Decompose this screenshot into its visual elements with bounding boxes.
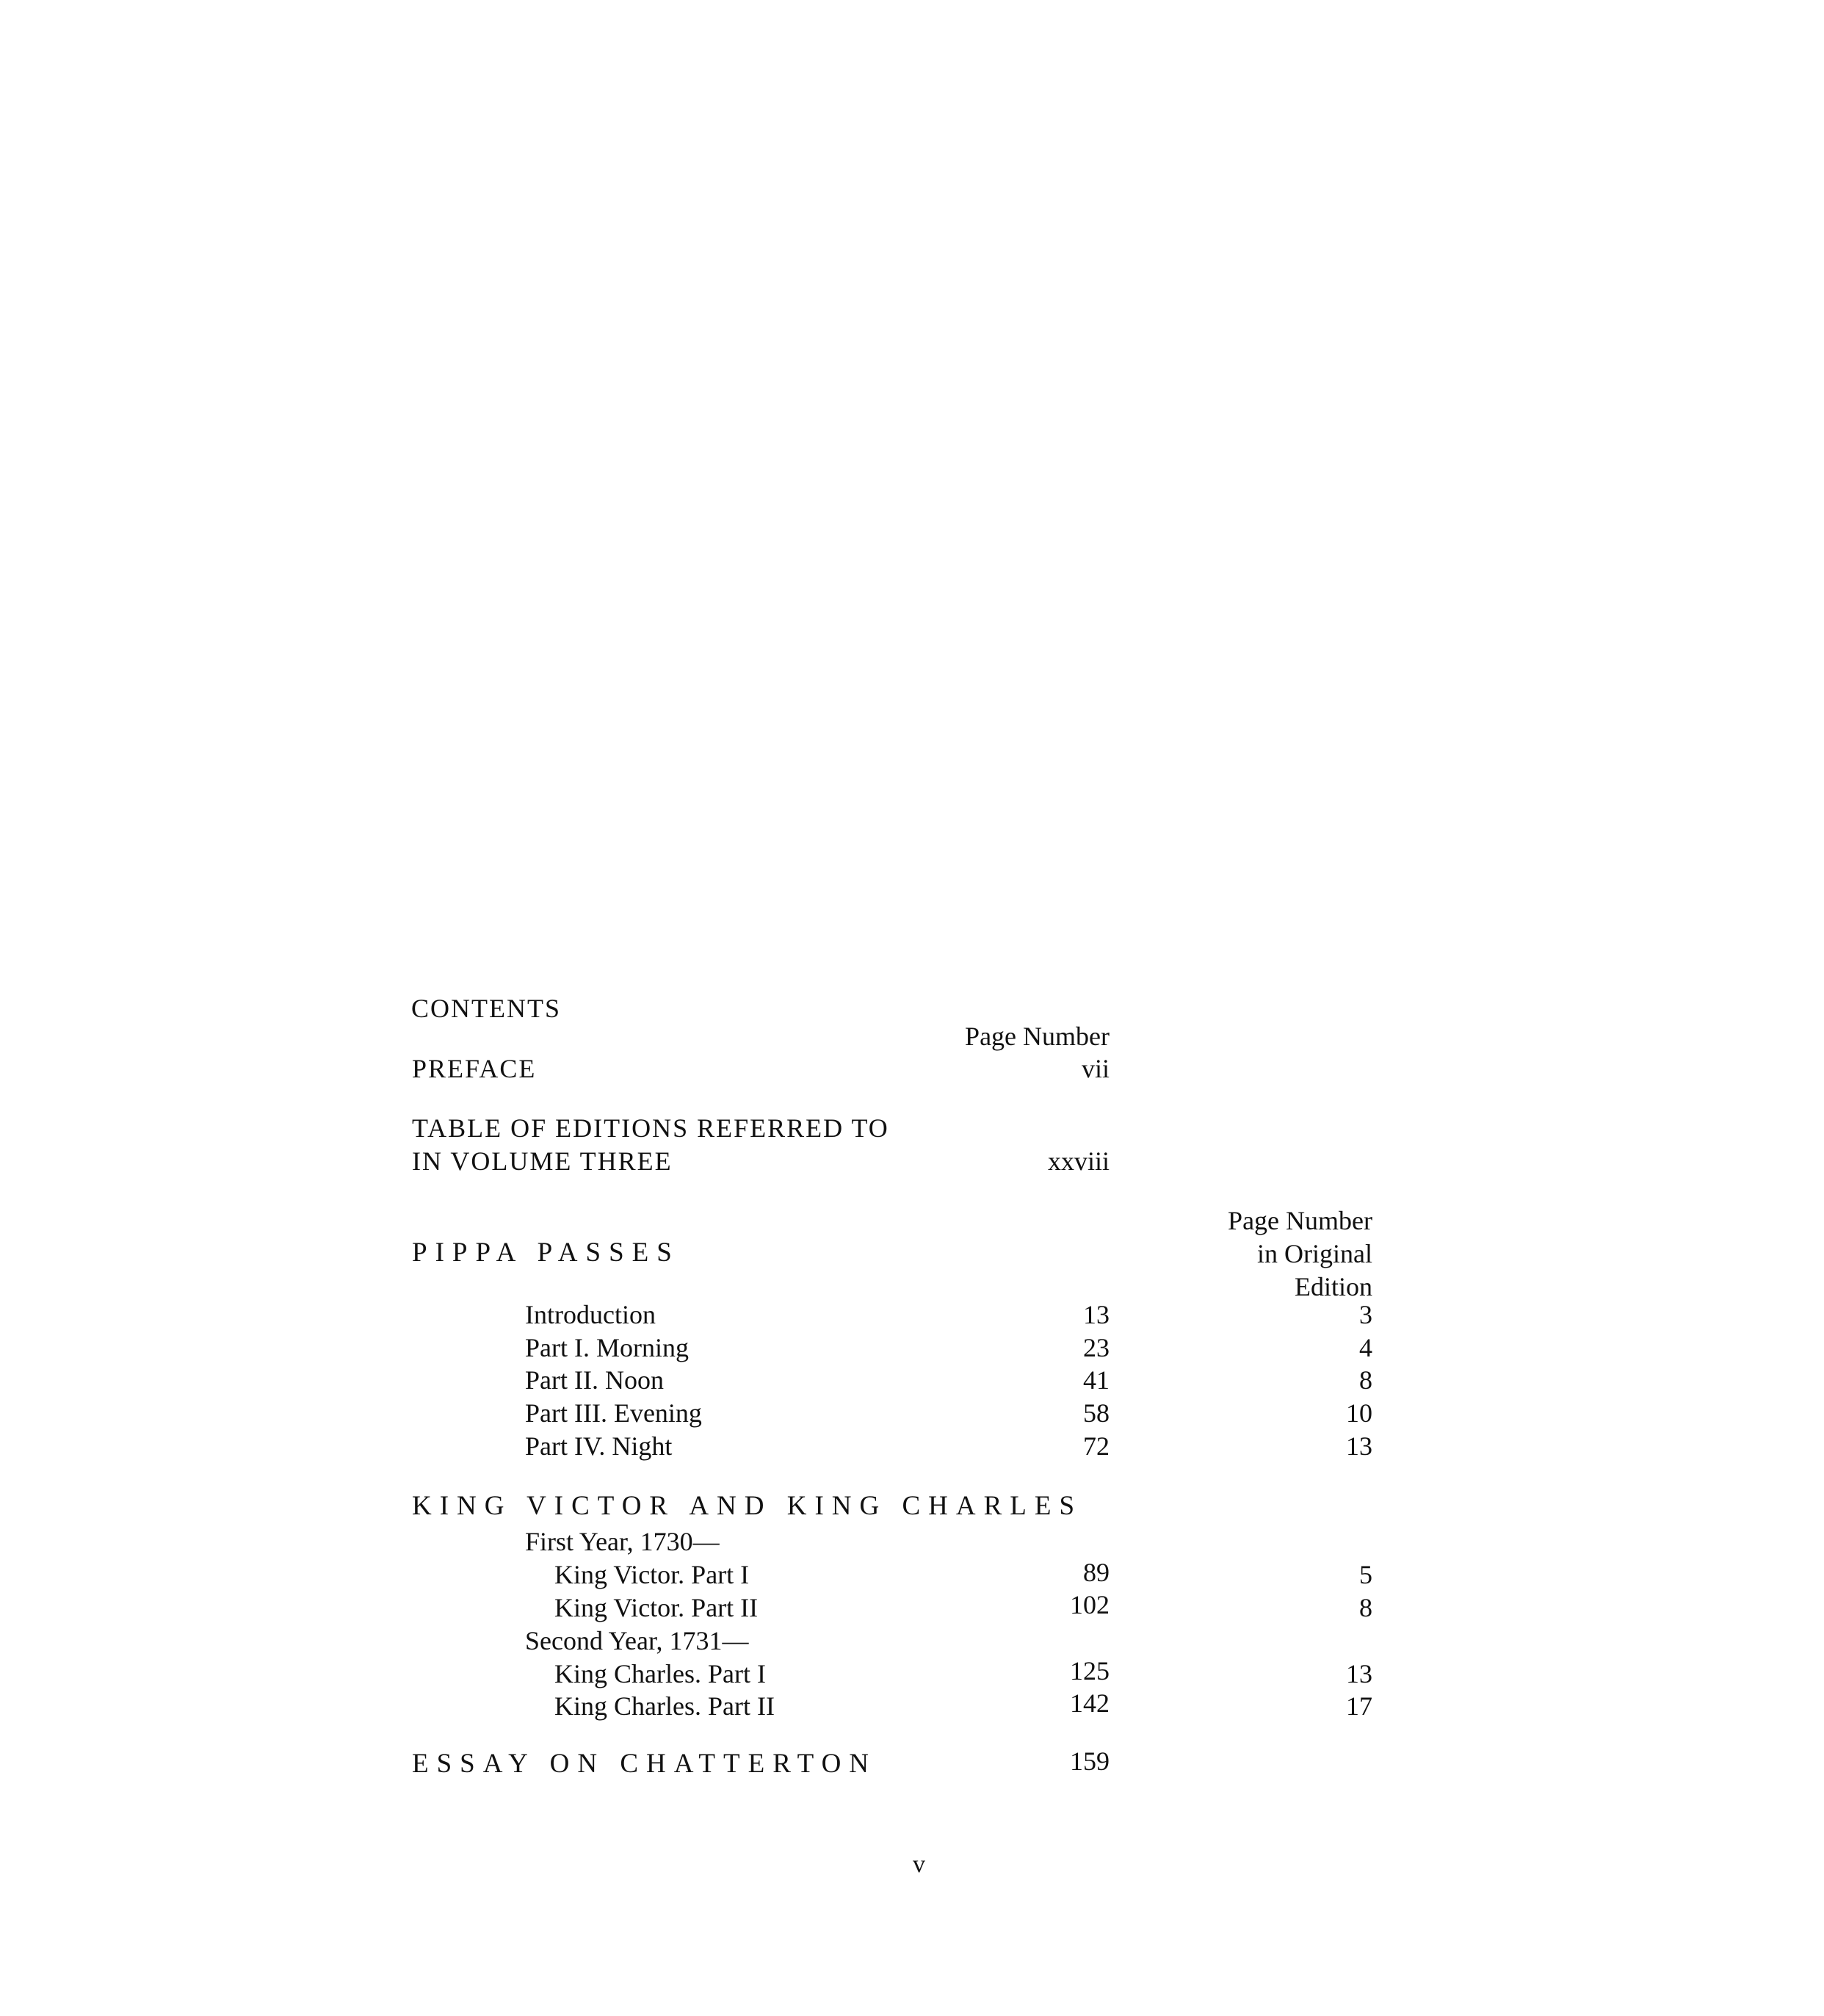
king-item-original-page: 17 bbox=[1346, 1691, 1372, 1721]
pippa-item-label: Part IV. Night bbox=[525, 1431, 673, 1461]
pippa-passes-title: PIPPA PASSES bbox=[412, 1238, 680, 1268]
editions-title-line-1: TABLE OF EDITIONS REFERRED TO bbox=[412, 1113, 889, 1143]
pippa-item-page: 13 bbox=[1083, 1300, 1110, 1329]
page-number-column-header: Page Number bbox=[965, 1022, 1110, 1051]
king-item-page: 125 bbox=[1070, 1656, 1110, 1686]
pippa-item-label: Part II. Noon bbox=[525, 1365, 664, 1395]
king-item-original-page: 13 bbox=[1346, 1659, 1372, 1688]
pippa-item-original-page: 8 bbox=[1359, 1365, 1372, 1395]
pippa-item-page: 72 bbox=[1083, 1431, 1110, 1461]
preface-title: PREFACE bbox=[412, 1054, 537, 1083]
pippa-item-page: 58 bbox=[1083, 1398, 1110, 1428]
essay-chatterton-page: 159 bbox=[1070, 1746, 1110, 1776]
pippa-item-label: Introduction bbox=[525, 1300, 656, 1329]
king-item-label: King Charles. Part II bbox=[554, 1691, 775, 1721]
king-item-page: 142 bbox=[1070, 1688, 1110, 1718]
second-year-subheading: Second Year, 1731— bbox=[525, 1626, 749, 1655]
king-item-original-page: 5 bbox=[1359, 1560, 1372, 1589]
original-edition-header-line-1: Page Number bbox=[1228, 1206, 1372, 1235]
original-edition-header-line-2: in Original bbox=[1257, 1239, 1372, 1268]
pippa-item-page: 41 bbox=[1083, 1365, 1110, 1395]
king-item-page: 89 bbox=[1083, 1558, 1110, 1587]
pippa-item-original-page: 10 bbox=[1346, 1398, 1372, 1428]
pippa-item-label: Part I. Morning bbox=[525, 1333, 689, 1362]
editions-title-line-2: IN VOLUME THREE bbox=[412, 1146, 673, 1176]
pippa-item-label: Part III. Evening bbox=[525, 1398, 702, 1428]
first-year-subheading: First Year, 1730— bbox=[525, 1527, 720, 1556]
king-item-label: King Victor. Part II bbox=[554, 1593, 759, 1622]
pippa-item-page: 23 bbox=[1083, 1333, 1110, 1362]
original-edition-header-line-3: Edition bbox=[1295, 1272, 1372, 1301]
pippa-item-original-page: 13 bbox=[1346, 1431, 1372, 1461]
preface-page: vii bbox=[1081, 1054, 1110, 1083]
king-item-label: King Victor. Part I bbox=[554, 1560, 750, 1589]
king-item-page: 102 bbox=[1070, 1590, 1110, 1619]
king-item-label: King Charles. Part I bbox=[554, 1659, 766, 1688]
original-edition-column-header bbox=[1228, 1204, 1372, 1304]
essay-chatterton-title: ESSAY ON CHATTERTON bbox=[412, 1749, 877, 1779]
contents-heading: CONTENTS bbox=[411, 994, 561, 1023]
footer-page-number: v bbox=[913, 1851, 925, 1878]
pippa-item-original-page: 4 bbox=[1359, 1333, 1372, 1362]
pippa-item-original-page: 3 bbox=[1359, 1300, 1372, 1329]
editions-page: xxviii bbox=[1047, 1146, 1110, 1176]
king-victor-title: KING VICTOR AND KING CHARLES bbox=[412, 1491, 1083, 1521]
king-item-original-page: 8 bbox=[1359, 1593, 1372, 1622]
